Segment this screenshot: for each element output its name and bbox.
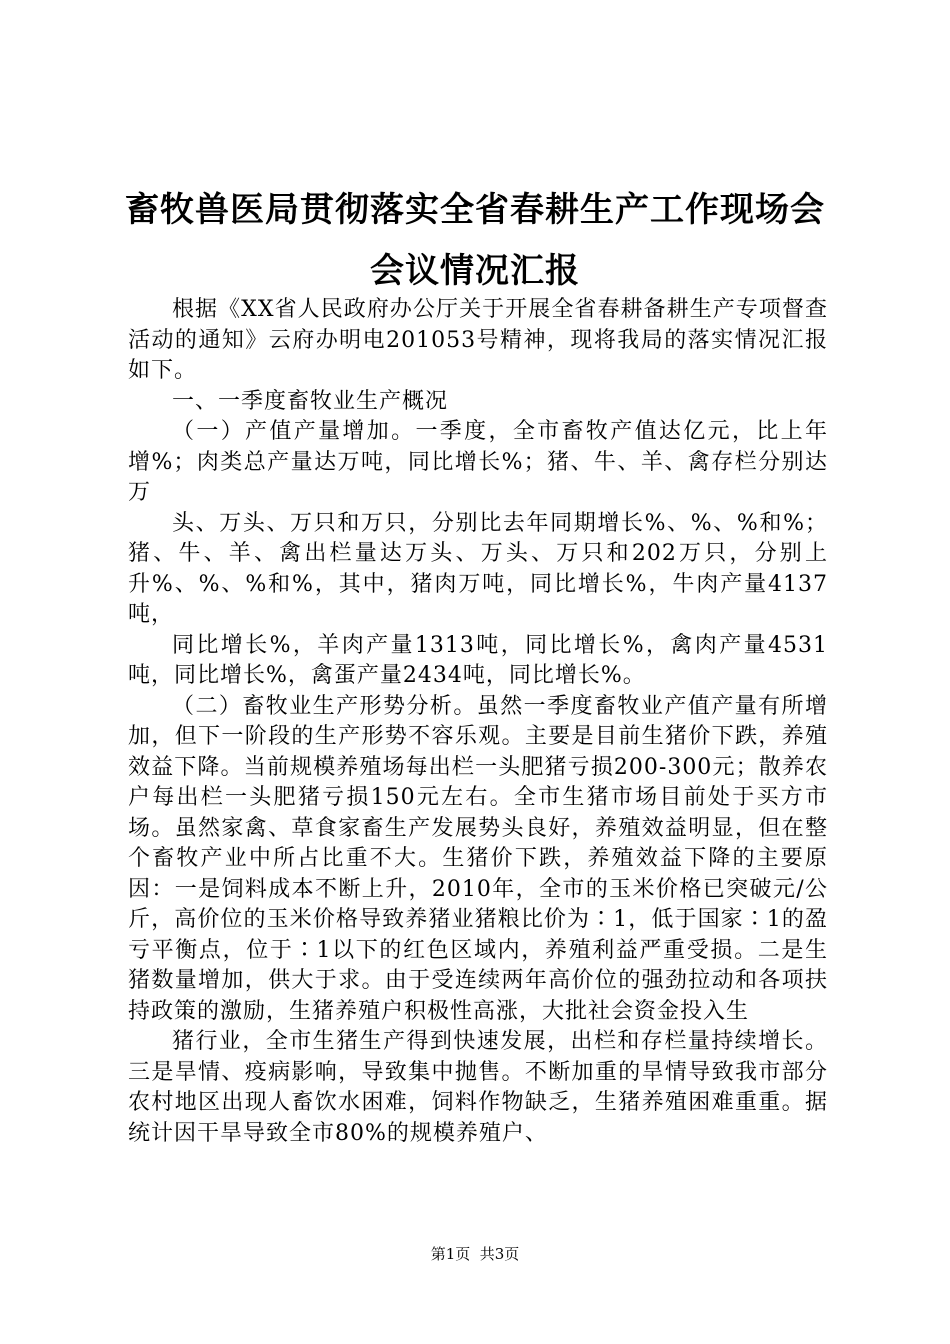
paragraph-intro: 根据《XX省人民政府办公厅关于开展全省春耕备耕生产专项督查活动的通知》云府办明电201053号精神，现将我局的落实情况汇报如下。: [128, 297, 828, 383]
document-body: [128, 295, 828, 1149]
paragraph-situation-analysis: （二）畜牧业生产形势分析。虽然一季度畜牧业产值产量有所增加，但下一阶段的生产形势不容乐观。主要是目前生猪价下跌，养殖效益下降。当前规模养殖场每出栏一头肥猪亏损200-300元；散养农户每出栏一头肥猪亏损150元左右。全市生猪市场目前处于买方市场。虽然家禽、草食家畜生产发展势头良好，养殖效益明显，但在整个畜牧产业中所占比重不大。生猪价下跌，养殖效益下降的主要原因：一是饲料成本不断上升，2010年，全市的玉米价格已突破元/公斤，高价位的玉米价格导致养猪业猪粮比价为∶1，低于国家∶1的盈亏平衡点，位于∶1以下的红色区域内，养殖利益严重受损。二是生猪数量增加，供大于求。由于受连续两年高价位的强劲拉动和各项扶持政策的激励，生猪养殖户积极性高涨，大批社会资金投入生: [128, 693, 828, 1024]
section-heading-1: 一、一季度畜牧业生产概况: [172, 388, 449, 414]
paragraph-meat-production: 同比增长%，羊肉产量1313吨，同比增长%，禽肉产量4531吨，同比增长%，禽蛋产量2434吨，同比增长%。: [128, 632, 828, 688]
document-title-line-1: 畜牧兽医局贯彻落实全省春耕生产工作现场会: [125, 190, 825, 230]
document-title-line-2: 会议情况汇报: [370, 251, 580, 291]
page-number-footer: 第1页 共3页: [430, 1245, 520, 1263]
paragraph-output-value: （一）产值产量增加。一季度，全市畜牧产值达亿元，比上年增%；肉类总产量达万吨，同比增长%；猪、牛、羊、禽存栏分别达万: [128, 419, 828, 505]
paragraph-pig-industry: 猪行业，全市生猪生产得到快速发展，出栏和存栏量持续增长。三是旱情、疫病影响，导致集中抛售。不断加重的旱情导致我市部分农村地区出现人畜饮水困难，饲料作物缺乏，生猪养殖困难重重。据统计因干旱导致全市80%的规模养殖户、: [128, 1029, 828, 1146]
paragraph-livestock-stats: 头、万头、万只和万只，分别比去年同期增长%、%、%和%；猪、牛、羊、禽出栏量达万头、万头、万只和202万只，分别上升%、%、%和%，其中，猪肉万吨，同比增长%，牛肉产量4137吨，: [128, 510, 828, 627]
